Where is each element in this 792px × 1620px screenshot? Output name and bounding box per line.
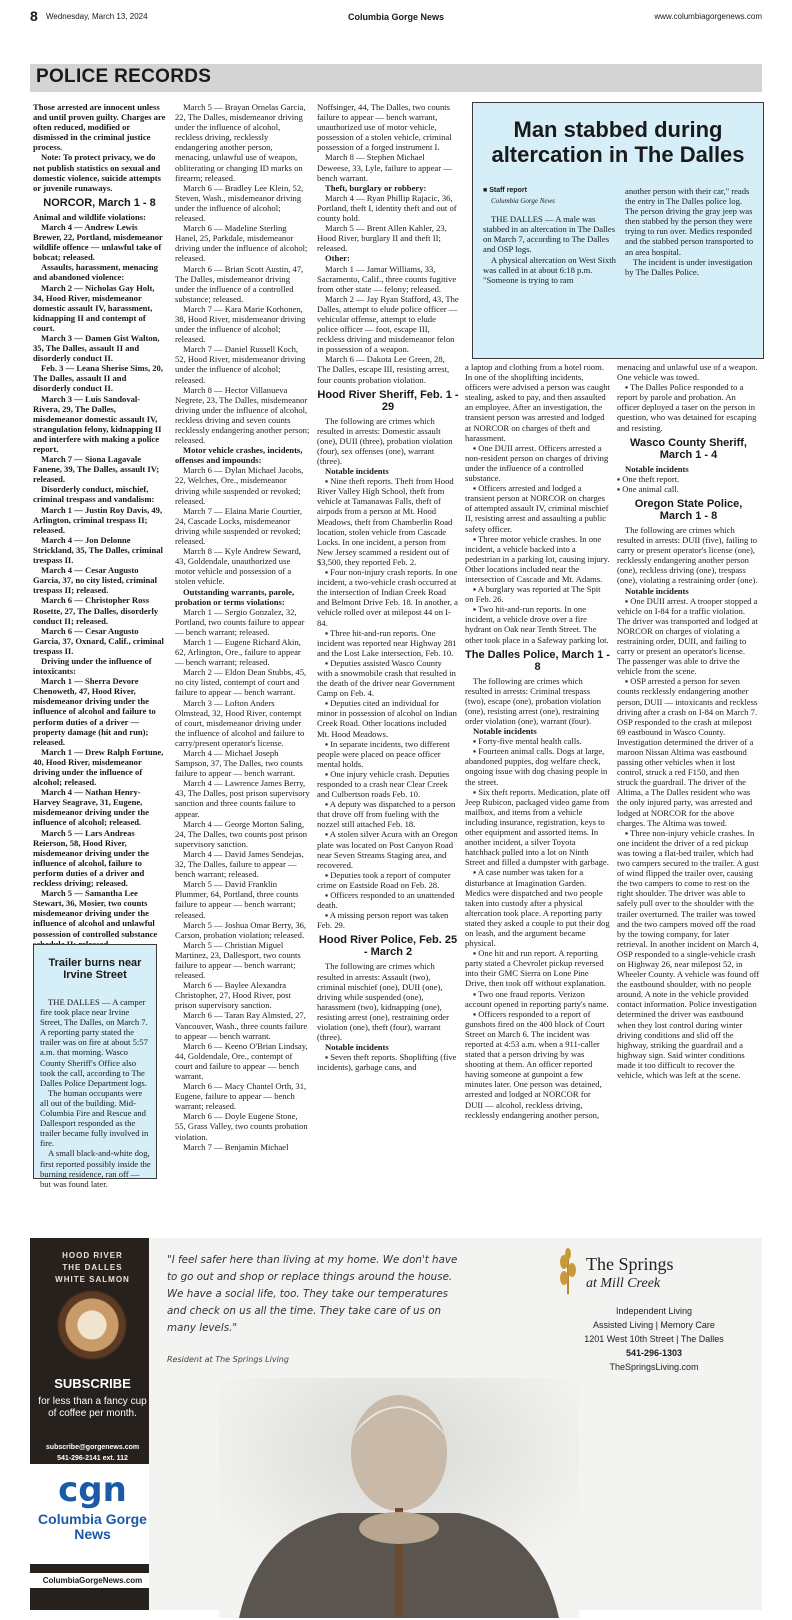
coffee-cup-icon <box>57 1290 127 1360</box>
record-entry: March 8 — Hector Villanueva Negrete, 23, The Dalles, misdemeanor driving under the influence of alcohol, reckless driving and seven counts recklessly endangering another person; released. <box>175 384 310 446</box>
record-entry: ▪ One DUII arrest. A trooper stopped a vehicle on I-84 for a traffic violation. The driver was transported and lodged at NORCOR on charges of violating a restraining order, DUII, and failing to carry or present an operator's license. The passenger was able to drive the vehicle from the scene. <box>617 595 758 677</box>
record-entry: ▪ One injury vehicle crash. Deputies responded to a crash near Clear Creek and Culbertson roads Feb. 10. <box>317 768 450 800</box>
record-entry: March 6 — Macy Chantel Orth, 31, Eugene, failure to appear — bench warrant; released. <box>175 1081 307 1112</box>
stabbing-para: THE DALLES — A male was stabbed in an altercation in The Dalles on March 7, according to The Dalles and OSP logs. <box>483 214 616 255</box>
category-heading: Notable incidents <box>325 466 389 477</box>
subscribe-title: SUBSCRIBE <box>54 1376 131 1391</box>
record-entry: a laptop and clothing from a hotel room. In one of the shoplifting incidents, officers were advised a person was caught stealing, asked to pay, and then assaulted an employee. After an investigation, the transient person was arrested and lodged at NORCOR on charges of theft and harassment. <box>465 362 610 443</box>
category-heading: Other: <box>325 253 350 264</box>
category-heading: Driving under the influence of intoxicants: <box>33 655 152 677</box>
record-entry: March 6 — Dakota Lee Green, 28, The Dalles, escape III, resisting arrest, four counts probation violation. <box>317 354 450 385</box>
record-entry: ▪ Deputies cited an individual for minor in possession of alcohol on Indian Creek Road. Other locations included Mt. Hood Meadows. <box>317 698 457 739</box>
byline-org: Columbia Gorge News <box>491 197 555 206</box>
category-heading: Notable incidents <box>473 726 537 737</box>
location: THE DALLES <box>62 1263 123 1272</box>
record-entry: March 6 — Doyle Eugene Stone, 55, Grass Valley, two counts probation violation. <box>175 1111 308 1142</box>
record-entry: March 3 — Damen Gist Walton, 35, The Dalles, assault II and disorderly conduct II. <box>33 332 160 364</box>
record-entry: March 5 — Joshua Omar Berry, 36, Carson, probation violation; released. <box>175 919 307 940</box>
cgn-logo <box>30 1464 155 1564</box>
record-entry: March 5 — Brent Allen Kahler, 23, Hood River, burglary II and theft II; released. <box>317 223 447 254</box>
record-entry: The following are crimes which resulted in arrests: Criminal trespass (two), escape (one), probation violation (one), resisting arrest (one), restraining order violation (one), warrant (four). <box>465 675 602 726</box>
trailer-para: A small black-and-white dog, first reported possibly inside the burning residence, ran off — but was found later. <box>40 1148 151 1189</box>
record-entry: The following are crimes which resulted in arrests: Domestic assault (one), DUII (three), probation violation (four), sex offenses (one), warrant (three). <box>317 415 453 466</box>
record-entry: ▪ Two hit-and-run reports. In one incident, a vehicle drove over a fire hydrant on Oak near Tenth Street. The other took place in a Safeway parking lot. <box>465 604 609 645</box>
section-title: POLICE RECORDS <box>36 66 212 87</box>
record-entry: ▪ One DUII arrest. Officers arrested a non-resident person on charges of driving under the influence of a controlled substance. <box>465 442 609 484</box>
trailer-para: THE DALLES — A camper fire took place near Irvine Street, The Dalles, on March 7. A reporting party stated the trailer was on fire at about 5:57 a.m. that morning. Wasco County Sheriff's Office also took the call, according to The Dalles Police Department logs. <box>40 997 148 1088</box>
brand-sub: at Mill Creek <box>586 1276 661 1291</box>
record-entry: ▪ The Dalles Police responded to a report by parole and probation. An officer deployed a taser on the person in question, who was detained for escaping and resisting. <box>617 382 757 433</box>
byline-name: Staff report <box>489 187 527 194</box>
record-entry: March 2 — Nicholas Gay Holt, 34, Hood River, misdemeanor domestic assault IV, harassment, kidnapping II and contempt of court. <box>33 282 155 333</box>
brand-phone: 541-296-1303 <box>625 1348 683 1358</box>
record-entry: March 5 — David Franklin Plummer, 64, Portland, three counts failure to appear — bench warrant; released. <box>175 879 299 920</box>
page-header <box>30 8 762 28</box>
subscribe-tagline: for less than a fancy cup of coffee per month. <box>38 1396 147 1419</box>
record-entry: March 5 — Lars Andreas Reierson, 58, Hood River, misdemeanor driving under the influence of alcohol, failure to perform duties of a driver and reckless driving; released. <box>33 827 149 889</box>
agency-heading: Hood River Sheriff, Feb. 1 - 29 <box>317 388 459 413</box>
category-heading: Motor vehicle crashes, incidents, offenses and impounds: <box>175 445 303 466</box>
agency-heading: Hood River Police, Feb. 25 - March 2 <box>318 934 458 959</box>
record-entry: ▪ A deputy was dispatched to a person that drove off from fueling with the nozzel still attached Feb. 18. <box>317 799 456 830</box>
brand-site[interactable]: TheSpringsLiving.com <box>609 1362 699 1372</box>
record-entry: March 6 — Madeline Sterling Hanel, 25, Parkdale, misdemeanor driving under the influence of alcohol; released. <box>175 223 308 264</box>
byline: ■ Staff report Columbia Gorge News <box>483 186 618 206</box>
stabbing-para: The incident is under investigation by The Dalles Police. <box>625 256 753 277</box>
record-entry: March 6 — Baylee Alexandra Christopher, 27, Hood River, post prison supervisory sanction. <box>175 980 292 1011</box>
record-entry: March 2 — Eldon Dean Stubbs, 45, no city listed, contempt of court and failure to appear — bench warrant. <box>175 667 307 698</box>
record-entry: March 5 — Brayan Ornelas Garcia, 22, The Dalles, misdemeanor driving under the influence of alcohol, reckless driving, recklessly endangering another person, menacing, unlawful use of weapon, obliterating or changing ID marks on firearm; released. <box>175 102 306 183</box>
column-3 <box>317 102 459 1228</box>
record-entry: ▪ In separate incidents, two different people were placed on peace officer mental holds. <box>317 738 450 769</box>
sheriff-police-records <box>317 102 459 1072</box>
brand-name: The Springs <box>586 1254 674 1274</box>
service-line: Independent Living <box>615 1306 693 1316</box>
record-entry: ▪ Deputies assisted Wasco County with a snowmobile crash that resulted in the death of the driver near Government Camp on Feb. 4. <box>317 657 456 699</box>
record-entry: March 3 — Luis Sandoval-Rivera, 29, The Dalles, misdemeanor domestic assault IV, strangulation felony, kidnapping II and interfere with making a police report. <box>33 393 162 454</box>
stabbing-story-box <box>472 102 764 359</box>
record-entry: ▪ Officers responded to an unattended death. <box>317 890 455 911</box>
record-entry: March 1 — Jamar Williams, 33, Sacramento, Calif., three counts fugitive from other state — felony; released. <box>317 263 457 294</box>
record-entry: March 4 — Nathan Henry-Harvey Seagrave, 31, Eugene, misdemeanor driving under the influence of alcohol; released. <box>33 787 149 828</box>
category-heading: Outstanding warrants, parole, probation or terms violations: <box>175 586 295 607</box>
record-entry: March 7 — Siona Lagavale Fanene, 39, The Dalles, assault IV; released. <box>33 454 160 485</box>
section-bar <box>30 64 762 92</box>
category-heading: Notable incidents <box>625 585 689 596</box>
records-continued <box>175 102 310 1152</box>
record-entry: ▪ Three hit-and-run reports. One incident was reported near Highway 281 and the Lost Lake intersection, Feb. 10. <box>317 627 457 658</box>
record-entry: March 1 — Justin Roy Davis, 49, Arlington, criminal trespass II; released. <box>33 504 163 535</box>
record-entry: ▪ Three motor vehicle crashes. In one incident, a vehicle backed into a pedestrian in a parking lot, causing injury. Other locations included near the intersection of Cascade and Mt. Adams. <box>465 533 610 584</box>
column-5 <box>617 362 760 1228</box>
record-entry: March 1 — Sherra Devore Chenoweth, 47, Hood River, misdemeanor driving under the influence of alcohol and failure to perform duties of a driver — property damage (hit and run); released. <box>33 676 156 747</box>
record-entry: March 4 — David James Sendejas, 32, The Dalles, failure to appear — bench warrant; released. <box>175 848 304 880</box>
category-heading: Notable incidents <box>325 1042 389 1053</box>
column-4 <box>465 362 610 1228</box>
agency-heading: Wasco County Sheriff, March 1 - 4 <box>630 436 747 461</box>
record-entry: The following are crimes which resulted in arrests: DUII (five), failing to carry or present operator's license (one), recklessly endangering another person (one), reckless driving (one), trespass (one), violating a restraining order (one). <box>617 524 758 586</box>
record-entry: ▪ Seven theft reports. Shoplifting (five incidents), garbage cans, and <box>317 1052 457 1073</box>
category-heading: Assaults, harassment, menacing and abandoned violence: <box>33 262 158 283</box>
record-entry: ▪ Deputies took a report of computer crime on Eastside Road on Feb. 28. <box>317 869 451 890</box>
trailer-para: The human occupants were all out of the building. Mid-Columbia Fire and Rescue and Dallesport responded as the trailer became fully involved in fire. <box>40 1087 149 1149</box>
subscribe-phone: 541-296-2141 ext. 112 <box>57 1455 128 1462</box>
record-entry: March 1 — Drew Ralph Fortune, 40, Hood River, misdemeanor driving under the influence of alcohol; released. <box>33 746 164 788</box>
record-entry: March 8 — Stephen Michael Deweese, 33, Lyle, failure to appear — bench warrant. <box>317 152 452 183</box>
record-entry: March 2 — Jay Ryan Stafford, 43, The Dalles, attempt to elude police officer — vehicular offense, attempt to elude police officer — foot, escape III, reckless driving and misdemeanor felon in possession of a weapon. <box>317 293 459 355</box>
column-2 <box>175 102 310 1228</box>
record-entry: March 7 — Benjamin Michael <box>183 1141 289 1152</box>
hands-shape <box>359 1512 439 1544</box>
record-entry: March 1 — Sergio Gonzalez, 32, Portland, two counts failure to appear — bench warrant; released. <box>175 606 305 637</box>
record-entry: March 5 — Christian Miguel Martinez, 23, Dallesport, two counts failure to appear — bench warrant; released. <box>175 939 301 981</box>
record-entry: The following are crimes which resulted in arrests: Assault (two), criminal mischief (one), DUII (one), driving while suspended (one), harassment (two), kidnapping (one), resisting arrest (one), restraining order violation (one), theft (four), warrant (three). <box>317 961 449 1043</box>
face-shape <box>351 1395 447 1511</box>
trailer-fire-box <box>33 944 157 1189</box>
record-entry: ▪ One animal call. <box>617 483 679 494</box>
record-entry: ▪ Three non-injury vehicle crashes. In one incident the driver of a red pickup was towing a flat-bed trailer, which had two campers secured to the trailer. A gust of wind flipped the trailer over, causing the two campers to come to rest on the right shoulder. The driver was able to safely pull over to the shoulder with the trailer overturned. The trailer was towed and the two campers moved off the road by the towing company, for later retrieval. In another incident on March 4, OSP responded to a single-vehicle crash on Highway 26, near milepost 52, in Wheeler County. A vehicle was found off the eastbound shoulder, with no people around. A note in the vehicle provided contact information. Police investigation determined the driver was eastbound when they lost control during winter driving conditions and slid off the highway, striking the guardrail and a highway sign. Said winter conditions made it too difficult to recover the vehicle, which was left at the scene. <box>617 827 760 1080</box>
record-entry: March 1 — Eugene Richard Akin, 62, Arlington, Ore., failure to appear — bench warrant; released. <box>175 636 301 668</box>
record-entry: ▪ One hit and run report. A reporting party stated a Chevrolet pickup reversed into their GMC Sierra on Lone Pine Drive, then took off without explanation. <box>465 948 606 989</box>
brand-info <box>554 1304 754 1374</box>
service-line: Assisted Living | Memory Care <box>593 1320 715 1330</box>
record-entry: ▪ One theft report. <box>617 473 680 484</box>
category-heading: Theft, burglary or robbery: <box>325 182 427 193</box>
privacy-note: Note: To protect privacy, we do not publish statistics on sexual and domestic violence, suicide attempts or juvenile runaways. <box>33 152 161 193</box>
record-entry: ▪ OSP arrested a person for seven counts recklessly endangering another person, DUII — intoxicants and reckless driving after a crash on I-84 on March 7. OSP responded to the crash at milepost 69 eastbound in Wasco County. Investigation determined the driver of a maroon Nissan Altima was eastbound passing other vehicles when it lost control, struck a red F150, and then struck the guardrail. The driver of the Altima, a The Dalles resident who was the only injured party, was arrested and lodged at NORCOR for the above charges. The Altima was towed. <box>617 676 758 828</box>
record-entry: ▪ Six theft reports. Medication, plate off Jeep Rubicon, packaged video game from mailbox, and items from a vehicle including insurance, registration, keys to other equipment and assorted items. In another incident, a silver Toyota hatchback pulled into a lot on Ninth Street and filled a dumpster with garbage. <box>465 786 611 868</box>
record-entry: March 4 — Lawrence James Berry, 43, The Dalles, post prison supervisory sanction and three counts failure to appear. <box>175 778 310 819</box>
record-entry: March 4 — Cesar Augusto Garcia, 37, no city listed, criminal trespass II; released. <box>33 565 157 596</box>
record-entry: March 4 — George Morton Saling, 24, The Dalles, two counts post prison supervisory sanction. <box>175 818 308 849</box>
category-heading: Animal and wildlife violations: <box>33 211 146 222</box>
category-heading: Notable incidents <box>625 463 689 474</box>
record-entry: ▪ Four non-injury crash reports. In one incident, a two-vehicle crash occurred at the intersection of Indian Creek Road and Belmont Drive Feb. 18. In another, a vehicle rolled over at milepost 44 on I-84. <box>317 567 458 628</box>
trailer-body <box>40 997 152 1189</box>
page-number: 8 <box>30 8 38 24</box>
publication-name: Columbia Gorge News <box>347 12 445 22</box>
record-entry: March 6 — Christopher Ross Rosette, 27, The Dalles, disorderly conduct II; released. <box>33 595 159 626</box>
subscribe-contact <box>30 1442 155 1464</box>
stabbing-para: another person with their car," reads the entry in The Dalles police log. The person driving the gray jeep was then stabbed by the person they were trying to run over. Medics responded and the stabbed person transported to an area hospital. <box>625 186 754 257</box>
testimonial-quote: "I feel safer here than living at my home. We don't have to go out and shop or replace things around the house. We have a social life, too. They take our temperatures and check on us all the time. They take care of us on many levels." <box>167 1254 458 1334</box>
category-heading: Disorderly conduct, mischief, criminal trespass and vandalism: <box>33 484 155 505</box>
cgn-name: Columbia Gorge News <box>38 1511 147 1542</box>
agency-heading: The Dalles Police, March 1 - 8 <box>465 648 610 673</box>
record-entry: March 4 — Jon Delonne Strickland, 35, The Dalles, criminal trespass II. <box>33 534 163 566</box>
location: WHITE SALMON <box>55 1275 130 1284</box>
record-entry: March 4 — Ryan Phillip Rajacic, 36, Portland, theft I, identity theft and out of county hold. <box>317 192 457 224</box>
record-entry: March 5 — Samantha Lee Stewart, 36, Mosier, two counts misdemeanor driving under the influence of alcohol and unlawful possession of controlled substance <box>33 888 158 939</box>
police-records-cont <box>465 362 610 1120</box>
record-entry: ▪ Nine theft reports. Theft from Hood River Valley High School, theft from vehicle at Tamanawas Falls, theft of airpods from a person at Mt. Hood Meadows, theft from Chamberlin Road location, stolen vehicle from Cascade Locks. In one incident, a person from New Jersey scammed a resident out of $3,500, they reported Feb. 2. <box>317 476 454 567</box>
trailer-headline: Trailer burns near Irvine Street <box>48 957 142 981</box>
record-entry: March 3 — Lofton Anders Olmstead, 32, Hood River, contempt of court, misdemeanor driving under the influence of alcohol and failure to carry/present operator's license. <box>175 697 305 748</box>
location: HOOD RIVER <box>62 1251 123 1260</box>
record-entry: March 7 — Kara Marie Korhonen, 38, Hood River, misdemeanor driving under the influence of alcohol; released. <box>175 303 306 345</box>
record-entry: ▪ Fourteen animal calls. Dogs at large, abandoned puppies, dog welfare check, ongoing issue with dog chasing people in the street. <box>465 746 608 787</box>
record-entry: ▪ Officers arrested and lodged a transient person at NORCOR on charges of attempted assault IV, criminal mischief II, resisting arrest and assaulting a public safety officer. <box>465 483 609 534</box>
record-entry: ▪ A case number was taken for a disturbance at Imagination Garden. Medics were dispatched and two people taken into custody after a physical altercation took place. A reporting party stated they asked a couple to put their dog on leash, and the argument became physical. <box>465 867 610 949</box>
record-entry: March 6 — Taran Ray Almsted, 27, Vancouver, Wash., three counts failure to appear — bench warrant. <box>175 1010 308 1041</box>
resident-photo <box>219 1378 579 1618</box>
record-entry: March 4 — Andrew Lewis Brewer, 22, Portland, misdemeanor wildlife offence — unlawful take of bobcat; released. <box>33 221 163 263</box>
disclaimer: Those arrested are innocent unless and until proven guilty. Charges are often reduced, modified or dismissed in the criminal justice process. <box>33 102 166 153</box>
record-entry: Feb. 3 — Leana Sherise Sims, 20, The Dalles, assault II and disorderly conduct II. <box>33 363 163 394</box>
record-entry: March 8 — Kyle Andrew Seward, 43, Goldendale, unauthorized use motor vehicle and possession of a stolen vehicle. <box>175 546 301 587</box>
website-url[interactable]: www.columbiagorgenews.com <box>654 12 762 21</box>
subscribe-site[interactable]: ColumbiaGorgeNews.com <box>30 1573 155 1588</box>
cgn-wordmark: cgn <box>58 1470 127 1510</box>
record-entry: March 6 — Cesar Augusto Garcia, 37, Oxnard, Calif., criminal trespass II. <box>33 625 164 656</box>
record-entry: March 4 — Michael Joseph Sampson, 37, The Dalles, two counts failure to appear — bench warrant. <box>175 748 303 779</box>
agency-heading: NORCOR, March 1 - 8 <box>43 196 156 209</box>
agency-heading: Oregon State Police, March 1 - 8 <box>634 497 743 522</box>
brand-address: 1201 West 10th Street | The Dalles <box>584 1334 724 1344</box>
stabbing-right-col <box>625 186 755 356</box>
record-entry: Noffsinger, 44, The Dalles, two counts failure to appear — bench warrant, unauthorized use of motor vehicle, possession of a stolen vehicle, criminal possession of a forged instrument I. <box>317 102 452 153</box>
subscribe-ad[interactable] <box>30 1238 155 1610</box>
subscribe-email[interactable]: subscribe@gorgenews.com <box>45 1444 140 1451</box>
stabbing-left-col <box>483 186 618 356</box>
record-entry: ▪ A stolen silver Acura with an Oregon plate was located on Post Canyon Road near Seven Streams Staging area, and recovered. <box>317 829 458 870</box>
issue-date: Wednesday, March 13, 2024 <box>46 12 148 21</box>
sheriff-osp-records <box>617 362 760 1080</box>
record-entry: ▪ A missing person report was taken Feb. 29. <box>317 910 449 931</box>
record-entry: menacing and unlawful use of a weapon. One vehicle was towed. <box>617 362 758 383</box>
wheat-logo-icon <box>554 1248 582 1294</box>
record-entry: ▪ A burglary was reported at The Spit on Feb. 26. <box>465 584 601 605</box>
coverage-areas <box>30 1250 155 1286</box>
record-entry: March 6 — Bradley Lee Klein, 52, Steven, Wash., misdemeanor driving under the influence of alcohol; released. <box>175 182 304 224</box>
record-entry: March 7 — Elaina Marie Courtier, 24, Cascade Locks, misdemeanor driving while suspended or revoked; released. <box>175 505 302 547</box>
stabbing-para: A physical altercation on West Sixth was called in at about 6:18 p.m. "Someone is trying to ram <box>483 254 616 285</box>
record-entry: March 7 — Daniel Russell Koch, 52, Hood River, misdemeanor driving under the influence of alcohol; released. <box>175 344 306 385</box>
norcor-records <box>33 197 166 949</box>
record-entry: March 6 — Keeno O'Brian Lindsay, 44, Goldendale, Ore., contempt of court and failure to appear — bench warrant. <box>175 1040 308 1081</box>
record-entry: March 6 — Dylan Michael Jacobs, 22, Welches, Ore., misdemeanor driving while suspended or revoked; released. <box>175 465 304 506</box>
testimonial-attribution: Resident at The Springs Living <box>167 1355 289 1364</box>
stabbing-headline: Man stabbed during altercation in The Dalles <box>491 117 745 167</box>
record-entry: ▪ Two one fraud reports. Verizon account opened in reporting party's name. <box>465 988 609 1009</box>
record-entry: ▪ Officers responded to a report of gunshots fired on the 400 block of Court Street on March 6. The incident was reported at 4:53 a.m. when a 911-caller stated that a person driving by was shooting at them. An officer reported having someone at gunpoint a few minutes later. One person was detained, arrested and lodged at NORCOR for DUII — alcohol, reckless driving, recklessly endangering another person, <box>465 1008 605 1120</box>
record-entry: ▪ Forty-five mental health calls. <box>473 736 582 747</box>
record-entry: March 6 — Brian Scott Austin, 47, The Dalles, misdemeanor driving under the influence of a controlled substance; released. <box>175 263 304 304</box>
springs-living-ad[interactable] <box>149 1238 762 1610</box>
column-1 <box>33 102 166 940</box>
